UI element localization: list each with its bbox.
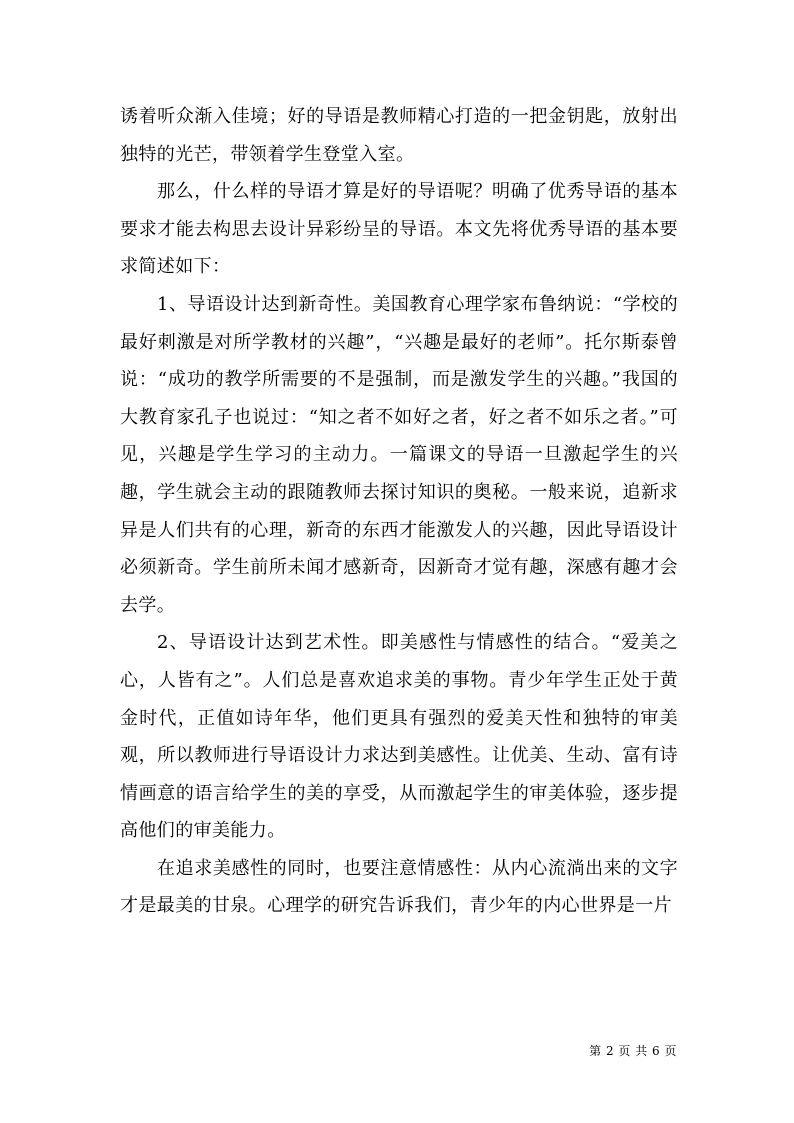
paragraph-novelty: 1、导语设计达到新奇性。美国教育心理学家布鲁纳说：“学校的最好刺激是对所学教材的兴趣”，“兴趣是最好的老师”。托尔斯泰曾说：“成功的教学所需要的不是强制，而是激发学生的兴趣。”我国的大教育家孔子也说过：“知之者不如好之者，好之者不如乐之者。”可见，兴趣是学生学习的主动力。一篇课文的导语一旦激起学生的兴趣，学生就会主动的跟随教师去探讨知识的奥秘。一般来说，追新求异是人们共有的心理，新奇的东西才能激发人的兴趣，因此导语设计必须新奇。学生前所未闻才感新奇，因新奇才觉有趣，深感有趣才会去学。: [120, 293, 678, 616]
paragraph-emotion: 在追求美感性的同时，也要注意情感性：从内心流淌出来的文字才是最美的甘泉。心理学的研究告诉我们，青少年的内心世界是一片: [120, 857, 678, 917]
document-body: [120, 98, 678, 925]
paragraph-artistry: 2、导语设计达到艺术性。即美感性与情感性的结合。“爱美之心，人皆有之”。人们总是喜欢追求美的事物。青少年学生正处于黄金时代，正值如诗年华，他们更具有强烈的爱美天性和独特的审美观，所以教师进行导语设计力求达到美感性。让优美、生动、富有诗情画意的语言给学生的美的享受，从而激起学生的审美体验，逐步提高他们的审美能力。: [120, 632, 678, 842]
page-number-footer: 第 2 页 共 6 页: [589, 1044, 677, 1058]
paragraph-continuation: 诱着听众渐入佳境；好的导语是教师精心打造的一把金钥匙，放射出独特的光芒，带领着学生登堂入室。: [120, 106, 678, 165]
paragraph-intro-question: 那么，什么样的导语才算是好的导语呢？明确了优秀导语的基本要求才能去构思去设计异彩纷呈的导语。本文先将优秀导语的基本要求简述如下：: [120, 181, 678, 278]
